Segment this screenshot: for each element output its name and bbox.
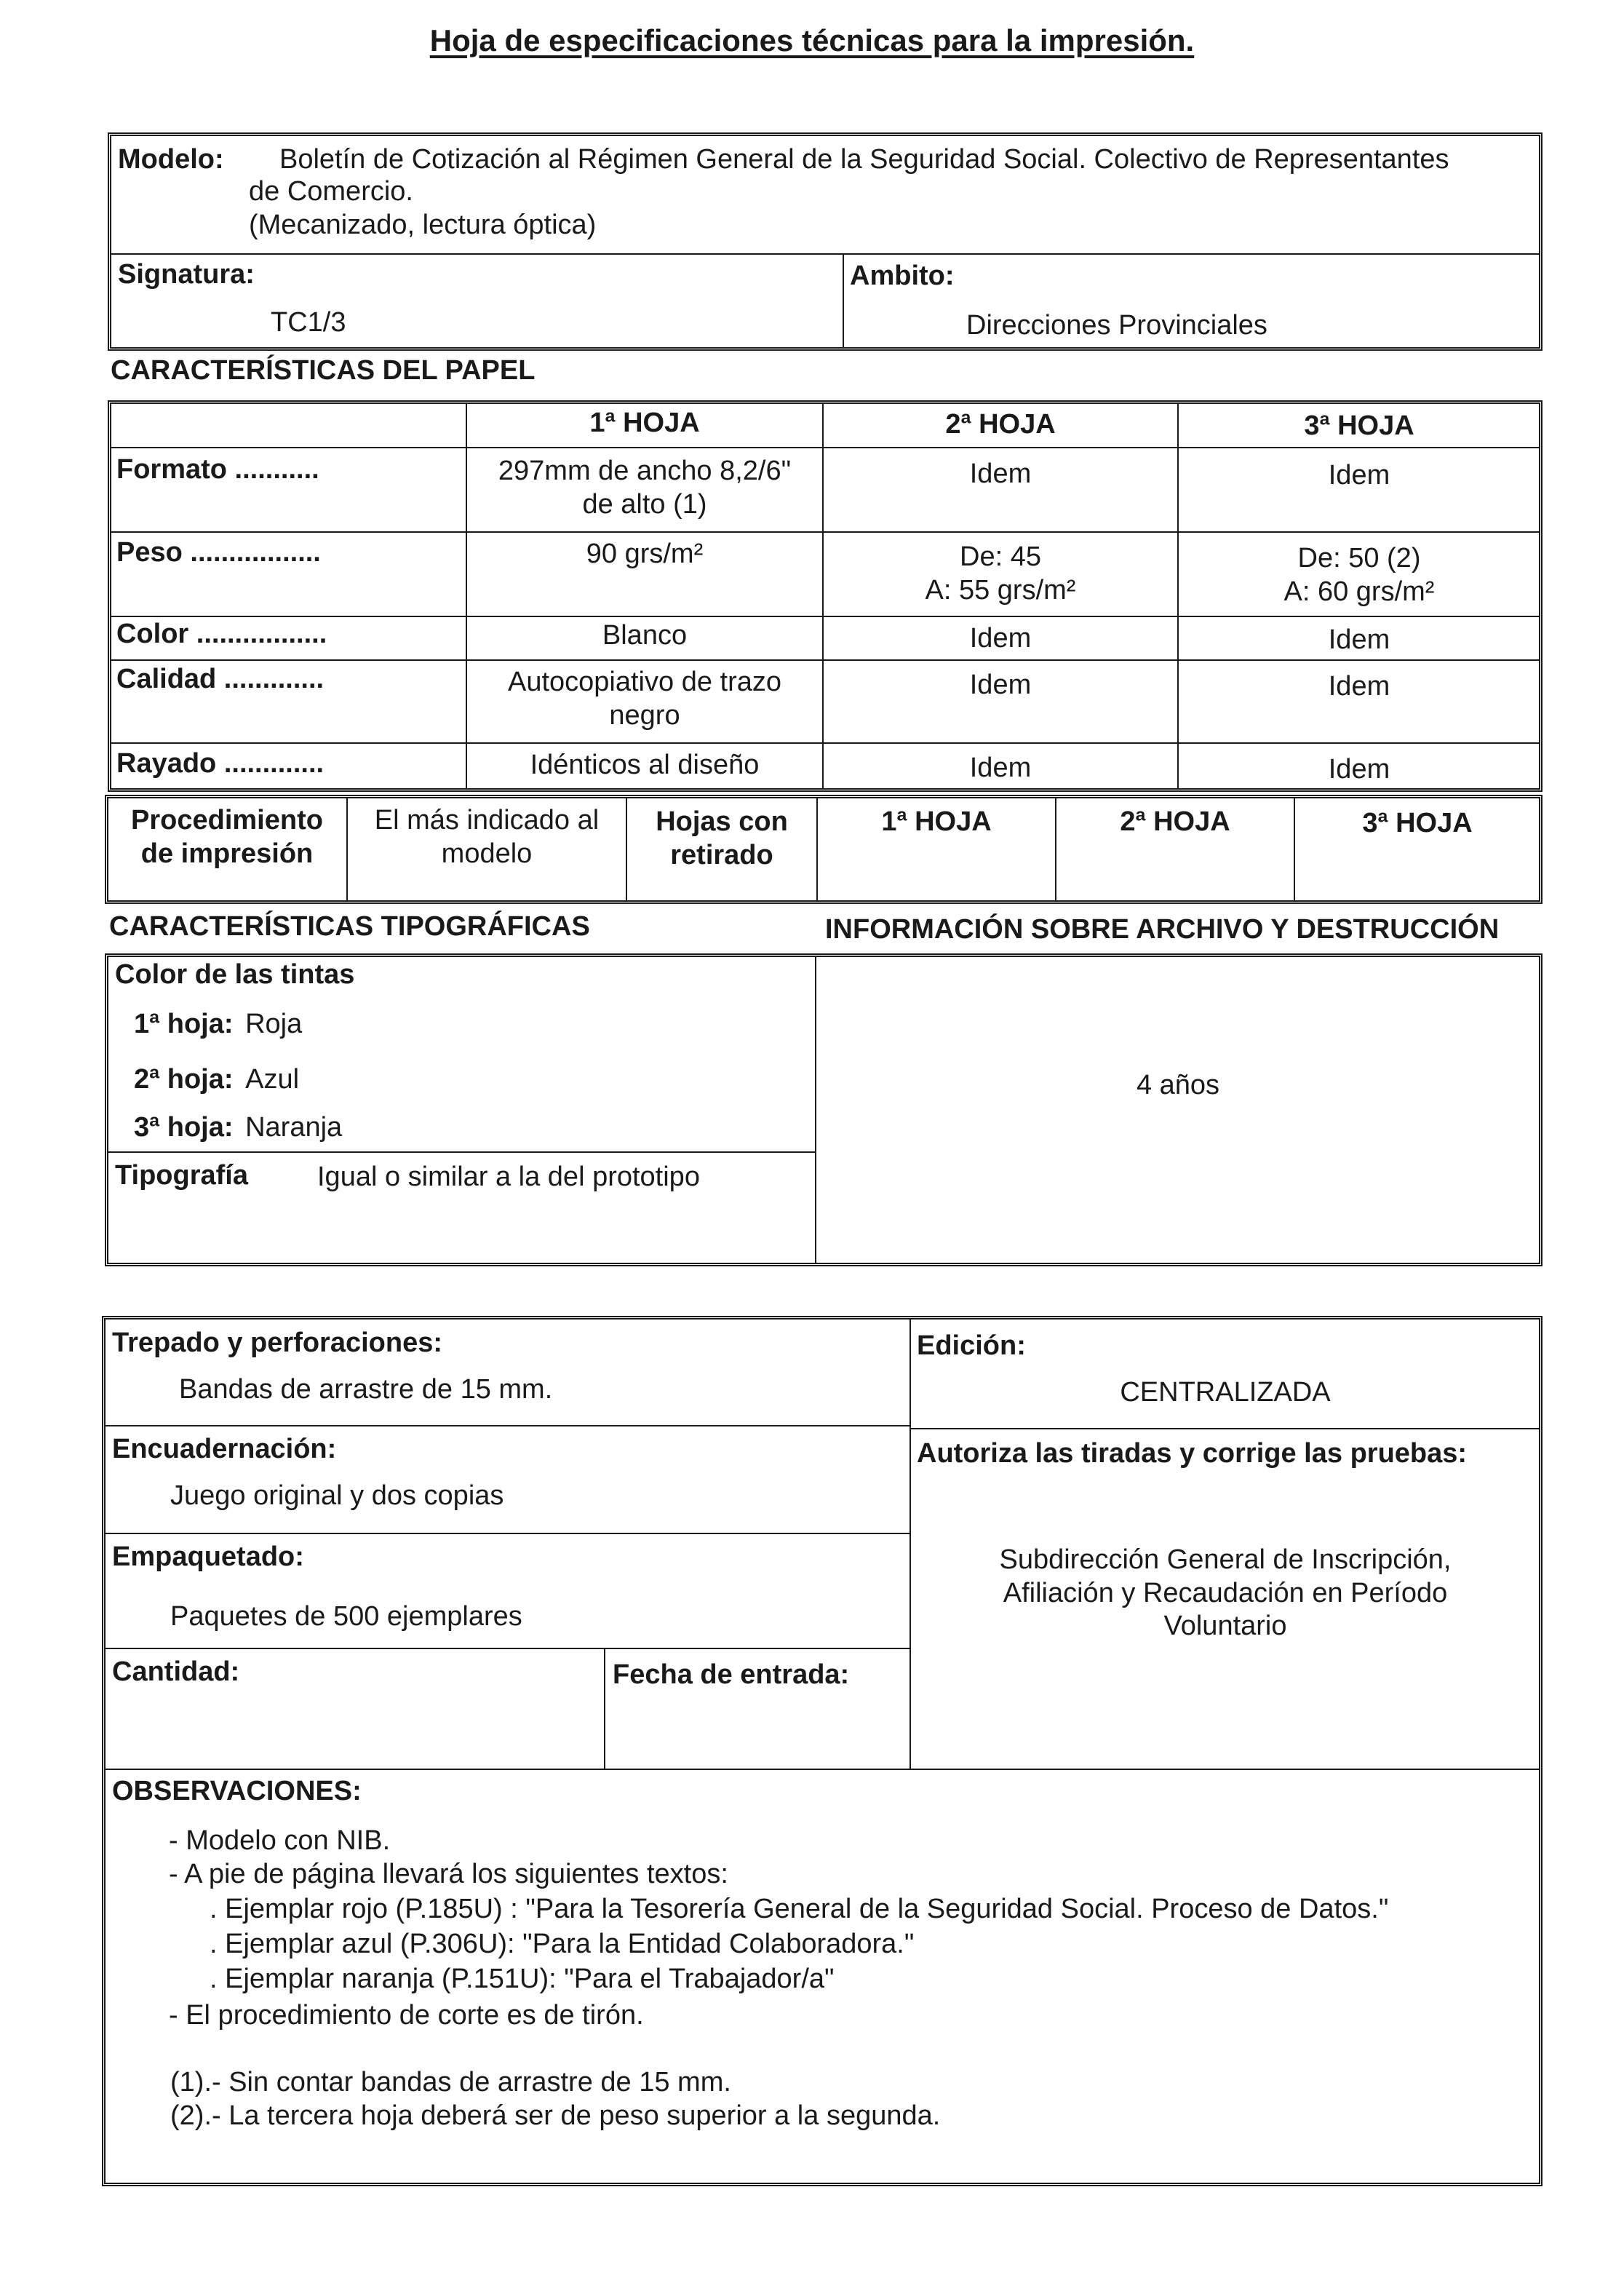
papel-cell-line: A: 55 grs/m² [925, 574, 1076, 606]
retirado-col-header: 2ª HOJA [1120, 806, 1230, 837]
autoriza-line: Afiliación y Recaudación en Período [1003, 1577, 1448, 1608]
papel-cell: Blanco [602, 620, 688, 651]
tinta-value: Azul [245, 1064, 300, 1095]
divider [909, 1428, 1540, 1429]
tinta-row [134, 1111, 342, 1146]
papel-cell: Idem [969, 670, 1032, 700]
divider [111, 253, 1540, 255]
observacion-line: - El procedimiento de corte es de tirón. [169, 2000, 644, 2031]
divider [105, 1648, 909, 1649]
observacion-line: - Modelo con NIB. [169, 1825, 391, 1856]
observacion-line: . Ejemplar naranja (P.151U): "Para el Trabajador/a" [210, 1964, 835, 1994]
papel-col-header: 2ª HOJA [945, 409, 1056, 440]
papel-row-label: Color ................. [116, 619, 327, 649]
autoriza-line: Subdirección General de Inscripción, [999, 1544, 1452, 1575]
observacion-line: . Ejemplar azul (P.306U): "Para la Entidad Colaboradora." [210, 1929, 915, 1959]
tipografia-label: Tipografía [115, 1160, 248, 1191]
papel-row-label: Calidad ............. [116, 664, 325, 694]
edicion-value: CENTRALIZADA [1120, 1377, 1331, 1408]
modelo-line-1: Boletín de Cotización al Régimen General de la Seguridad Social. Colectivo de Representantes [279, 144, 1449, 175]
papel-row-label: Rayado ............. [116, 748, 325, 779]
papel-col-header: 1ª HOJA [589, 408, 700, 438]
papel-cell-line: 297mm de ancho 8,2/6" [498, 456, 792, 486]
observaciones-label: OBSERVACIONES: [112, 1776, 362, 1806]
tipograficas-box [105, 953, 1543, 1266]
papel-cell: Idem [969, 753, 1032, 783]
papel-cell: Idem [1328, 624, 1390, 655]
papel-cell-line: Autocopiativo de trazo [507, 667, 781, 697]
papel-cell-line: De: 50 (2) [1297, 543, 1421, 574]
tipograficas-section-title: CARACTERÍSTICAS TIPOGRÁFICAS [109, 911, 590, 942]
papel-cell: Idénticos al diseño [530, 750, 760, 780]
archivo-value: 4 años [1136, 1070, 1220, 1100]
papel-cell-line: negro [609, 699, 680, 731]
fecha-entrada-label: Fecha de entrada: [613, 1659, 850, 1690]
papel-row-label: Formato ........... [116, 454, 319, 485]
papel-cell: Idem [1328, 460, 1390, 491]
observacion-line: . Ejemplar rojo (P.185U) : "Para la Tesorería General de la Seguridad Social. Proceso de Datos." [210, 1894, 1389, 1924]
papel-cell [467, 454, 822, 522]
papel-cell: 90 grs/m² [586, 539, 704, 569]
observacion-line: (1).- Sin contar bandas de arrastre de 15 mm. [170, 2067, 731, 2098]
papel-cell-line: De: 45 [960, 541, 1041, 572]
divider [108, 1151, 815, 1153]
encuadernacion-label: Encuadernación: [112, 1434, 337, 1464]
papel-row-label: Peso ................. [116, 537, 321, 568]
hojas-retirado-line: retirado [670, 839, 773, 870]
papel-cell-line: A: 60 grs/m² [1283, 576, 1435, 607]
papel-col-header: 3ª HOJA [1304, 410, 1414, 441]
papel-cell: Idem [969, 459, 1032, 489]
papel-cell [1179, 541, 1540, 609]
procedimiento-value-line: El más indicado al [374, 805, 600, 836]
retirado-col-header: 3ª HOJA [1362, 808, 1473, 838]
divider [105, 1769, 1540, 1770]
color-tintas-label: Color de las tintas [115, 959, 355, 990]
divider [111, 447, 1540, 448]
modelo-line-3: (Mecanizado, lectura óptica) [249, 210, 597, 240]
divider [105, 1533, 909, 1534]
tinta-row [134, 1007, 302, 1042]
retirado-col-header: 1ª HOJA [881, 806, 992, 837]
procedimiento-value [348, 803, 626, 871]
edicion-label: Edición: [917, 1330, 1026, 1361]
papel-cell: Idem [969, 623, 1032, 654]
archivo-section-title: INFORMACIÓN SOBRE ARCHIVO Y DESTRUCCIÓN [825, 914, 1500, 945]
tipografia-value: Igual o similar a la del prototipo [317, 1162, 700, 1192]
tinta-row [134, 1063, 299, 1098]
tinta-value: Roja [245, 1009, 303, 1039]
empaquetado-label: Empaquetado: [112, 1541, 304, 1572]
tinta-value: Naranja [245, 1112, 343, 1143]
cantidad-label: Cantidad: [112, 1656, 240, 1687]
papel-cell [467, 665, 822, 733]
divider [111, 659, 1540, 661]
hojas-retirado-line: Hojas con [656, 806, 788, 837]
signatura-value: TC1/3 [271, 307, 346, 338]
tinta-label: 1ª hoja: [134, 1009, 234, 1039]
divider [105, 1425, 909, 1426]
ambito-label: Ambito: [850, 261, 955, 291]
document-title: Hoja de especificaciones técnicas para la impresión. [429, 23, 1195, 57]
observacion-line: - A pie de página llevará los siguientes textos: [169, 1859, 728, 1889]
papel-cell [824, 540, 1177, 608]
papel-cell: Idem [1328, 754, 1390, 785]
autoriza-line: Voluntario [1163, 1611, 1287, 1641]
modelo-line-2: de Comercio. [249, 176, 413, 207]
divider [815, 956, 816, 1263]
papel-cell-line: de alto (1) [582, 488, 707, 520]
tinta-label: 3ª hoja: [134, 1112, 234, 1143]
divider [111, 531, 1540, 533]
tinta-label: 2ª hoja: [134, 1064, 234, 1095]
empaquetado-value: Paquetes de 500 ejemplares [170, 1601, 522, 1632]
modelo-label: Modelo: [118, 144, 224, 175]
autoriza-label: Autoriza las tiradas y corrige las pruebas: [917, 1438, 1468, 1469]
papel-section-title: CARACTERÍSTICAS DEL PAPEL [111, 355, 536, 386]
trepado-value: Bandas de arrastre de 15 mm. [179, 1374, 553, 1405]
papel-cell: Idem [1328, 671, 1390, 702]
ambito-value: Direcciones Provinciales [966, 310, 1267, 341]
encuadernacion-value: Juego original y dos copias [170, 1480, 504, 1511]
divider [111, 742, 1540, 744]
observacion-line: (2).- La tercera hoja deberá ser de peso superior a la segunda. [170, 2100, 941, 2131]
divider [843, 253, 844, 348]
procedimiento-label-line: de impresión [140, 838, 314, 869]
trepado-label: Trepado y perforaciones: [112, 1327, 443, 1358]
procedimiento-label-line: Procedimiento [131, 805, 323, 836]
procedimiento-label [108, 803, 346, 871]
autoriza-value [911, 1543, 1540, 1644]
divider [604, 1648, 605, 1769]
signatura-label: Signatura: [118, 259, 255, 290]
hojas-retirado-label [627, 805, 816, 873]
procedimiento-value-line: modelo [441, 838, 533, 869]
